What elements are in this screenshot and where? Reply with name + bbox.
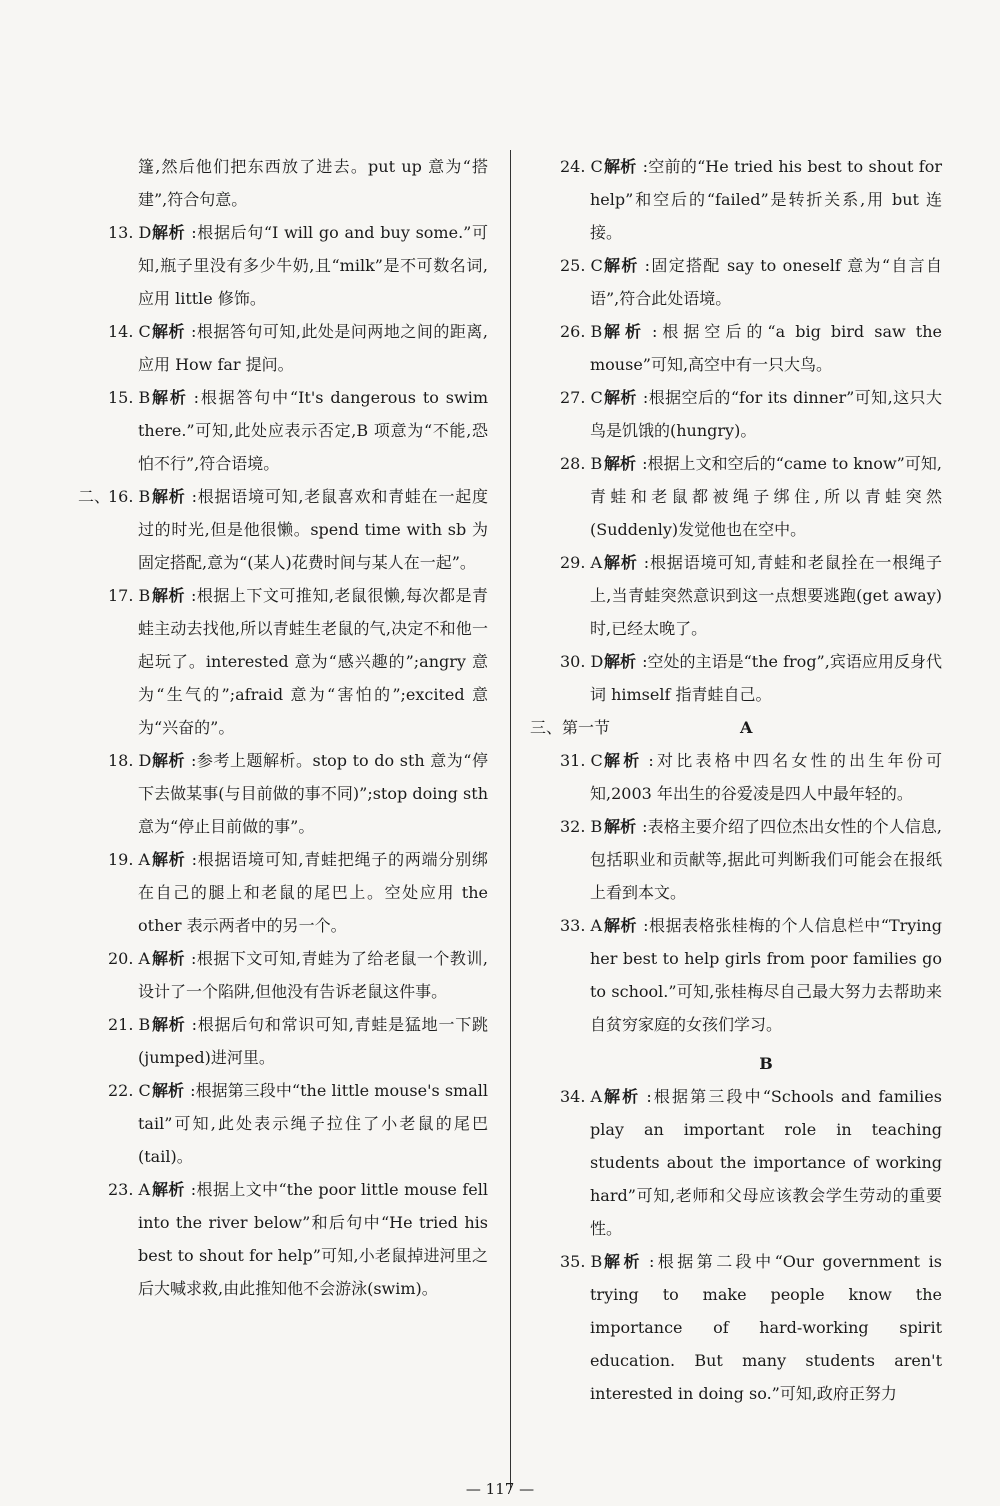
- analysis-label: 解析: [604, 388, 637, 407]
- answer-text: 根据语境可知,青蛙把绳子的两端分别绑在自己的腿上和老鼠的尾巴上。空处应用 the other 表示两者中的另一个。: [138, 850, 488, 935]
- continuation-text: 篷,然后他们把东西放了进去。put up 意为“搭建”,符合句意。: [138, 157, 488, 209]
- answer-item: 21. B 解析 :根据后句和常识可知,青蛙是猛地一下跳(jumped)进河里。: [78, 1008, 488, 1074]
- answer-item: 23. A 解析 :根据上文中“the poor little mouse fell into the river below”和后句中“He tried his best to shout for help”可知,小老鼠掉进河里之后大喊求救,由此推知他不会游泳(swim)。: [78, 1173, 488, 1305]
- analysis-label: 解析: [604, 1252, 643, 1271]
- answer-item: 20. A 解析 :根据下文可知,青蛙为了给老鼠一个教训,设计了一个陷阱,但他没有告诉老鼠这件事。: [78, 942, 488, 1008]
- analysis-label: 解析: [604, 322, 647, 341]
- answer-number: 15. B: [108, 388, 151, 407]
- answer-text: 根据第二段中“Our government is trying to make people know the importance of hard-working spirit education. But many students aren't interested in doing so.”可知,政府正努力: [590, 1252, 942, 1403]
- answer-number: 21. B: [108, 1015, 151, 1034]
- answer-number: 31. C: [560, 751, 603, 770]
- answer-text: 根据后句和常识可知,青蛙是猛地一下跳(jumped)进河里。: [138, 1015, 488, 1067]
- analysis-label: 解析: [604, 817, 637, 836]
- answer-number: 32. B: [560, 817, 603, 836]
- section-a-answer-list: [530, 744, 942, 1041]
- answer-number: 29. A: [560, 553, 603, 572]
- answer-item: 19. A 解析 :根据语境可知,青蛙把绳子的两端分别绑在自己的腿上和老鼠的尾巴上。空处应用 the other 表示两者中的另一个。: [78, 843, 488, 942]
- answer-number: 18. D: [108, 751, 152, 770]
- answer-item: 18. D 解析 :参考上题解析。stop to do sth 意为“停下去做某事(与目前做的事不同)”;stop doing sth 意为“停止目前做的事”。: [78, 744, 488, 843]
- answer-text: 根据表格张桂梅的个人信息栏中“Trying her best to help girls from poor families go to school.”可知,张桂梅尽自己最大努力去帮助来自贫穷家庭的女孩们学习。: [590, 916, 942, 1034]
- answer-number: 13. D: [108, 223, 152, 242]
- analysis-label: 解析: [152, 850, 186, 869]
- answer-item: 14. C 解析 :根据答句可知,此处是问两地之间的距离,应用 How far 提问。: [78, 315, 488, 381]
- left-answer-list: [78, 216, 488, 1305]
- section-heading: [530, 711, 942, 744]
- answer-text: 根据语境可知,青蛙和老鼠拴在一根绳子上,当青蛙突然意识到这一点想要逃跑(get away)时,已经太晚了。: [590, 553, 942, 638]
- answer-item: 30. D 解析 :空处的主语是“the frog”,宾语应用反身代词 himself 指青蛙自己。: [530, 645, 942, 711]
- answer-number: 26. B: [560, 322, 603, 341]
- answer-number: 33. A: [560, 916, 603, 935]
- analysis-label: 解析: [152, 586, 185, 605]
- analysis-label: 解析: [152, 949, 185, 968]
- answer-text: 空处的主语是“the frog”,宾语应用反身代词 himself 指青蛙自己。: [590, 652, 942, 704]
- answer-number: 25. C: [560, 256, 603, 275]
- answer-number: 14. C: [108, 322, 151, 341]
- section-letter-b: B: [759, 1054, 773, 1073]
- answer-item: 25. C 解析 :固定搭配 say to oneself 意为“自言自语”,符合此处语境。: [530, 249, 942, 315]
- answer-text: 根据上文和空后的“came to know”可知,青蛙和老鼠都被绳子绑住,所以青蛙突然(Suddenly)发觉他也在空中。: [590, 454, 942, 539]
- analysis-label: 解析: [152, 322, 185, 341]
- answer-item: 13. D 解析 :根据后句“I will go and buy some.”可知,瓶子里没有多少牛奶,且“milk”是不可数名词,应用 little 修饰。: [78, 216, 488, 315]
- analysis-label: 解析: [152, 1081, 185, 1100]
- right-answer-list: [530, 150, 942, 711]
- answer-text: 空前的“He tried his best to shout for help”和空后的“failed”是转折关系,用 but 连接。: [590, 157, 942, 242]
- answer-item: 33. A 解析 :根据表格张桂梅的个人信息栏中“Trying her best to help girls from poor families go to school.”可知,张桂梅尽自己最大努力去帮助来自贫穷家庭的女孩们学习。: [530, 909, 942, 1041]
- answer-item: 31. C 解析 :对比表格中四名女性的出生年份可知,2003 年出生的谷爱凌是四人中最年轻的。: [530, 744, 942, 810]
- analysis-label: 解析: [604, 256, 639, 275]
- left-column: [78, 150, 488, 1305]
- answer-number: 35. B: [560, 1252, 603, 1271]
- analysis-label: 解析: [152, 487, 186, 506]
- answer-item: 二、 16. B 解析 :根据语境可知,老鼠喜欢和青蛙在一起度过的时光,但是他很懒。spend time with sb 为固定搭配,意为“(某人)花费时间与某人在一起”。: [78, 480, 488, 579]
- answer-text: 根据上下文可推知,老鼠很懒,每次都是青蛙主动去找他,所以青蛙生老鼠的气,决定不和他一起玩了。interested 意为“感兴趣的”;angry 意为“生气的”;afraid 意为“害怕的”;excited 意为“兴奋的”。: [138, 586, 488, 737]
- analysis-label: 解析: [604, 916, 638, 935]
- answer-text: 根据空后的“a big bird saw the mouse”可知,高空中有一只大鸟。: [590, 322, 942, 374]
- answer-item: 34. A 解析 :根据第三段中“Schools and families play an important role in teaching students about the importance of working hard”可知,老师和父母应该教会学生劳动的重要性。: [530, 1080, 942, 1245]
- answer-text: 根据第三段中“Schools and families play an important role in teaching students about the importance of working hard”可知,老师和父母应该教会学生劳动的重要性。: [590, 1087, 942, 1238]
- answer-text: 根据空后的“for its dinner”可知,这只大鸟是饥饿的(hungry)。: [590, 388, 942, 440]
- answer-number: 23. A: [108, 1180, 151, 1199]
- answer-text: 根据第三段中“the little mouse's small tail”可知,此处表示绳子拉住了小老鼠的尾巴(tail)。: [138, 1081, 488, 1166]
- answer-item: 29. A 解析 :根据语境可知,青蛙和老鼠拴在一根绳子上,当青蛙突然意识到这一点想要逃跑(get away)时,已经太晚了。: [530, 546, 942, 645]
- part-prefix: 二、: [78, 487, 111, 506]
- analysis-label: 解析: [152, 223, 186, 242]
- answer-item: 35. B 解析 :根据第二段中“Our government is trying to make people know the importance of hard-working spirit education. But many students aren't interested in doing so.”可知,政府正努力: [530, 1245, 942, 1410]
- answer-text: 根据语境可知,老鼠喜欢和青蛙在一起度过的时光,但是他很懒。spend time with sb 为固定搭配,意为“(某人)花费时间与某人在一起”。: [138, 487, 488, 572]
- analysis-label: 解析: [152, 751, 186, 770]
- analysis-label: 解析: [604, 652, 637, 671]
- answer-number: 17. B: [108, 586, 151, 605]
- answer-text: 对比表格中四名女性的出生年份可知,2003 年出生的谷爱凌是四人中最年轻的。: [590, 751, 942, 803]
- answer-text: 根据答句中“It's dangerous to swim there.”可知,此处应表示否定,B 项意为“不能,恐怕不行”,符合语境。: [138, 388, 488, 473]
- answer-item: 24. C 解析 :空前的“He tried his best to shout for help”和空后的“failed”是转折关系,用 but 连接。: [530, 150, 942, 249]
- answer-item: 28. B 解析 :根据上文和空后的“came to know”可知,青蛙和老鼠都被绳子绑住,所以青蛙突然(Suddenly)发觉他也在空中。: [530, 447, 942, 546]
- answer-number: 34. A: [560, 1087, 603, 1106]
- section-letter-a: A: [740, 718, 753, 737]
- answer-text: 固定搭配 say to oneself 意为“自言自语”,符合此处语境。: [590, 256, 942, 308]
- analysis-label: 解析: [152, 1015, 186, 1034]
- answer-item: 15. B 解析 :根据答句中“It's dangerous to swim there.”可知,此处应表示否定,B 项意为“不能,恐怕不行”,符合语境。: [78, 381, 488, 480]
- answer-item: 26. B 解析 :根据空后的“a big bird saw the mouse”可知,高空中有一只大鸟。: [530, 315, 942, 381]
- answer-number: 20. A: [108, 949, 151, 968]
- answer-item: 32. B 解析 :表格主要介绍了四位杰出女性的个人信息,包括职业和贡献等,据此可判断我们可能会在报纸上看到本文。: [530, 810, 942, 909]
- analysis-label: 解析: [604, 454, 637, 473]
- page-number: — 117 —: [465, 1480, 535, 1498]
- answer-text: 根据答句可知,此处是问两地之间的距离,应用 How far 提问。: [138, 322, 488, 374]
- answer-text: 表格主要介绍了四位杰出女性的个人信息,包括职业和贡献等,据此可判断我们可能会在报纸上看到本文。: [590, 817, 942, 902]
- answer-number: 27. C: [560, 388, 603, 407]
- section-b-answer-list: [530, 1080, 942, 1410]
- answer-text: 根据上文中“the poor little mouse fell into the river below”和后句中“He tried his best to shout for help”可知,小老鼠掉进河里之后大喊求救,由此推知他不会游泳(swim)。: [138, 1180, 488, 1298]
- answer-number: 24. C: [560, 157, 603, 176]
- right-column: [530, 150, 942, 1410]
- analysis-label: 解析: [604, 751, 643, 770]
- answer-item: 17. B 解析 :根据上下文可推知,老鼠很懒,每次都是青蛙主动去找他,所以青蛙生老鼠的气,决定不和他一起玩了。interested 意为“感兴趣的”;angry 意为“生气的”;afraid 意为“害怕的”;excited 意为“兴奋的”。: [78, 579, 488, 744]
- analysis-label: 解析: [152, 1180, 185, 1199]
- answer-number: 28. B: [560, 454, 603, 473]
- analysis-label: 解析: [152, 388, 188, 407]
- analysis-label: 解析: [604, 157, 637, 176]
- answer-text: 参考上题解析。stop to do sth 意为“停下去做某事(与目前做的事不同)”;stop doing sth 意为“停止目前做的事”。: [138, 751, 488, 836]
- answer-text: 根据下文可知,青蛙为了给老鼠一个教训,设计了一个陷阱,但他没有告诉老鼠这件事。: [138, 949, 488, 1001]
- answer-number: 19. A: [108, 850, 151, 869]
- answer-item: 27. C 解析 :根据空后的“for its dinner”可知,这只大鸟是饥饿的(hungry)。: [530, 381, 942, 447]
- analysis-label: 解析: [604, 553, 638, 572]
- answer-number: 30. D: [560, 652, 604, 671]
- answer-item: 22. C 解析 :根据第三段中“the little mouse's small tail”可知,此处表示绳子拉住了小老鼠的尾巴(tail)。: [78, 1074, 488, 1173]
- analysis-label: 解析: [604, 1087, 641, 1106]
- section-label: 三、第一节: [530, 718, 611, 737]
- column-divider: [510, 150, 511, 1490]
- answer-text: 根据后句“I will go and buy some.”可知,瓶子里没有多少牛奶,且“milk”是不可数名词,应用 little 修饰。: [138, 223, 488, 308]
- answer-number: 22. C: [108, 1081, 151, 1100]
- answer-number: 16. B: [108, 487, 151, 506]
